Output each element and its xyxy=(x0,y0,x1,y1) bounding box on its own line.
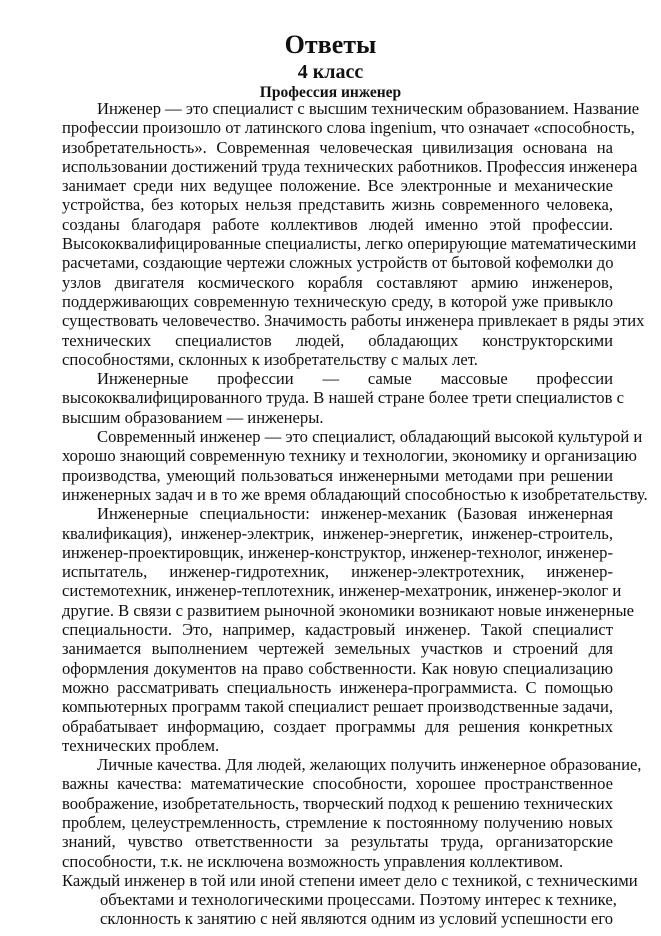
text-line: склонность к занятию с ней являются одним из условий успешности его xyxy=(100,909,614,929)
text-line: поддерживающих современную техническую среду, в которой уже привыкло xyxy=(62,291,613,311)
text-line: способностями, склонных к изобретательству с малых лет. xyxy=(62,349,478,369)
text-line: устройства, без которых нельзя представить жизнь современного человека, xyxy=(62,195,613,215)
text-line: занимает среди них ведущее положение. Все электронные и механические xyxy=(62,176,613,196)
text-line: квалификация), инженер-электрик, инженер-энергетик, инженер-строитель, xyxy=(62,523,613,543)
text-line: обрабатывает информацию, создает программы для решения конкретных xyxy=(62,716,613,736)
text-line: Инженерные специальности: инженер-механик (Базовая инженерная xyxy=(97,504,613,524)
text-line: воображение, изобретательность, творческий подход к решению технических xyxy=(62,793,613,813)
text-line: Инженер — это специалист с высшим техническим образованием. Название xyxy=(97,99,640,118)
text-line: объектами и технологическими процессами. Поэтому интерес к технике, xyxy=(100,890,617,910)
page-title: Ответы xyxy=(284,30,377,59)
text-line: технических специалистов людей, обладающих конструкторскими xyxy=(62,330,613,350)
paragraph-technology-interest xyxy=(62,870,638,929)
text-line: инженер-проектировщик, инженер-конструктор, инженер-технолог, инженер- xyxy=(62,542,613,562)
text-line: высококвалифицированного труда. В нашей стране более трети специалистов с xyxy=(62,388,624,408)
grade-heading: 4 класс xyxy=(297,61,364,83)
text-line: профессии произошло от латинского слова ingenium, что означает «способность, xyxy=(62,118,635,138)
text-line: системотехник, инженер-теплотехник, инженер-мехатроник, инженер-эколог и xyxy=(62,581,622,601)
text-line: расчетами, создающие чертежи сложных устройств от бытовой кофемолки до xyxy=(62,253,614,273)
text-line: производства, умеющий пользоваться инженерными методами при решении xyxy=(62,465,613,485)
text-line: важны качества: математические способности, хорошее пространственное xyxy=(62,774,613,794)
text-line: испытатель, инженер-гидротехник, инженер-электротехник, инженер- xyxy=(62,562,613,582)
text-line: проблем, целеустремленность, стремление к постоянному получению новых xyxy=(62,812,613,832)
paragraph-modern-engineer xyxy=(62,427,648,504)
text-line: существовать человечество. Значимость работы инженера привлекает в ряды этих xyxy=(62,311,645,331)
text-line: изобретательность». Современная человеческая цивилизация основана на xyxy=(62,137,613,157)
text-line: Современный инженер — это специалист, обладающий высокой культурой и xyxy=(97,427,643,447)
text-line: способности, т.к. не исключена возможность управления коллективом. xyxy=(62,851,564,871)
text-line: занимается выполнением чертежей земельных участков и строений для xyxy=(62,639,613,659)
text-line: можно рассматривать специальность инженера-программиста. С помощью xyxy=(62,677,613,697)
text-line: узлов двигателя космического корабля составляют армию инженеров, xyxy=(62,272,613,292)
text-line: специальности. Это, например, кадастровый инженер. Такой специалист xyxy=(62,620,613,640)
text-line: другие. В связи с развитием рыночной экономики возникают новые инженерные xyxy=(62,600,634,620)
paragraph-specialties xyxy=(62,504,634,755)
text-line: технических проблем. xyxy=(62,735,220,755)
paragraph-personal-qualities xyxy=(62,755,642,871)
text-line: созданы благодаря работе коллективов людей именно этой профессии. xyxy=(62,214,613,234)
text-line: Личные качества. Для людей, желающих получить инженерное образование, xyxy=(97,755,642,775)
text-line: Инженерные профессии — самые массовые профессии xyxy=(97,369,613,389)
paragraph-intro xyxy=(62,99,645,369)
text-line: компьютерных программ такой специалист решает производственные задачи, xyxy=(62,697,614,717)
text-line: инженерных задач и в то же время обладающий способностью к изобретательству. xyxy=(62,484,648,504)
document-body xyxy=(62,99,648,929)
section-heading: Профессия инженер xyxy=(259,84,402,101)
paragraph-mass-professions xyxy=(62,369,624,427)
text-line: высшим образованием — инженеры. xyxy=(62,407,324,427)
text-line: Высококвалифицированные специалисты, легко оперирующие математическими xyxy=(62,234,637,254)
text-line: оформления документов на право собственности. Как новую специализацию xyxy=(62,658,613,678)
text-line: Каждый инженер в той или иной степени имеет дело с техникой, с техническими xyxy=(62,870,638,890)
text-line: знаний, чувство ответственности за результаты труда, организаторские xyxy=(62,832,613,852)
text-line: хорошо знающий современную технику и технологии, экономику и организацию xyxy=(62,446,637,466)
text-line: использовании достижений труда технических работников. Профессия инженера xyxy=(62,156,638,176)
